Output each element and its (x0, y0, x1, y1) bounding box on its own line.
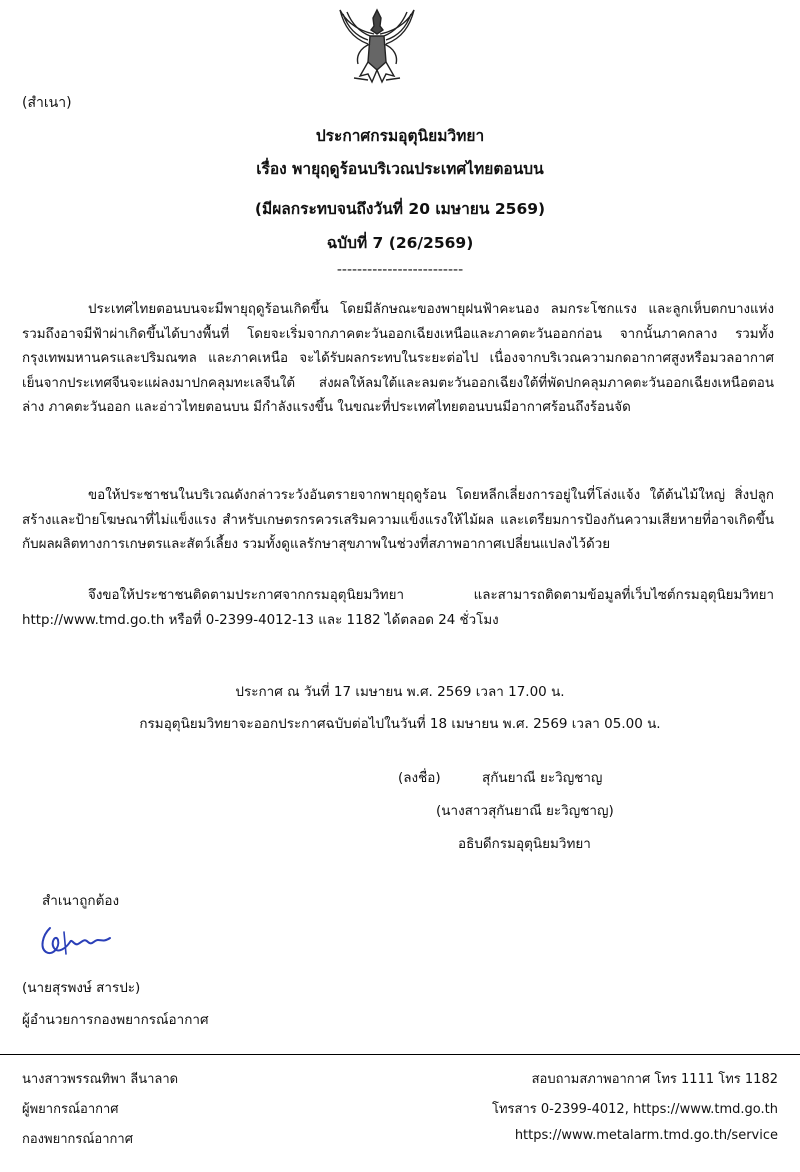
signer-full-name: (นางสาวสุกันยาณี ยะวิญชาญ) (436, 803, 614, 819)
signed-label: (ลงชื่อ) (398, 770, 441, 786)
signer-position: อธิบดีกรมอุตุนิยมวิทยา (458, 836, 591, 852)
garuda-emblem-icon (334, 4, 420, 86)
header-divider: ------------------------- (336, 262, 464, 278)
footer-divider (0, 1054, 800, 1055)
next-issue-date: กรมอุตุนิยมวิทยาจะออกประกาศฉบับต่อไปในวันที่ 18 เมษายน พ.ศ. 2569 เวลา 05.00 น. (139, 716, 661, 732)
forecaster-title: ผู้พยากรณ์อากาศ (22, 1102, 119, 1117)
forecaster-name: นางสาวพรรณทิพา ลีนาลาด (22, 1072, 179, 1087)
body-paragraph (22, 484, 774, 558)
paragraph-text: ขอให้ประชาชนในบริเวณดังกล่าวระวังอันตรายจากพายุฤดูร้อน โดยหลีกเลี่ยงการอยู่ในที่โล่งแจ้ง ใต้ต้นไม้ใหญ่ สิ่งปลูกสร้างและป้ายโฆษณาที่ไม่แข็งแรง สำหรับเกษตรกรควรเสริมความแข็งแรงให้ไม้ผล และเตรียมการป้องกันความเสียหายที่อาจเกิดขึ้นกับผลผลิตทางการเกษตรและสัตว์เลี้ยง รวมทั้งดูแลรักษาสุขภาพในช่วงที่สภาพอากาศเปลี่ยนแปลงไว้ด้วย (22, 488, 774, 553)
contact-alert-service-link[interactable]: https://www.metalarm.tmd.go.th/service (514, 1128, 778, 1143)
announcement-title: ประกาศกรมอุตุนิยมวิทยา (315, 127, 485, 145)
certified-copy-label: สำเนาถูกต้อง (42, 893, 120, 909)
signed-name: สุกันยาณี ยะวิญชาญ (482, 770, 603, 786)
announcement-subject: เรื่อง พายุฤดูร้อนบริเวณประเทศไทยตอนบน (256, 160, 544, 178)
contact-fax-website: โทรสาร 0-2399-4012, https://www.tmd.go.th (492, 1102, 778, 1117)
paragraph-text: จึงขอให้ประชาชนติดตามประกาศจากกรมอุตุนิยมวิทยา และสามารถติดตามข้อมูลที่เว็บไซต์กรมอุตุนิยมวิทยา http://www.tmd.go.th หรือที่ 0-2399-4012-13 และ 1182 ได้ตลอด 24 ชั่วโมง (22, 588, 774, 628)
body-paragraph (22, 584, 774, 633)
announcement-effect-period: (มีผลกระทบจนถึงวันที่ 20 เมษายน 2569) (254, 200, 546, 218)
handwritten-signature-icon (36, 918, 116, 964)
body-paragraph (22, 298, 774, 421)
copy-label: (สำเนา) (22, 95, 72, 111)
forecaster-division: กองพยากรณ์อากาศ (22, 1132, 133, 1147)
announcement-date: ประกาศ ณ วันที่ 17 เมษายน พ.ศ. 2569 เวลา 17.00 น. (235, 684, 565, 700)
paragraph-text: ประเทศไทยตอนบนจะมีพายุฤดูร้อนเกิดขึ้น โดยมีลักษณะของพายุฝนฟ้าคะนอง ลมกระโชกแรง และลูกเห็บตกบางแห่ง รวมถึงอาจมีฟ้าผ่าเกิดขึ้นได้บางพื้นที่ โดยจะเริ่มจากภาคตะวันออกเฉียงเหนือและภาคตะวันออกก่อน จากนั้นภาคกลาง รวมทั้งกรุงเทพมหานครและปริมณฑล และภาคเหนือ จะได้รับผลกระทบในระยะต่อไป เนื่องจากบริเวณความกดอากาศสูงหรือมวลอากาศเย็นจากประเทศจีนจะแผ่ลงมาปกคลุมทะเลจีนใต้ ส่งผลให้ลมใต้และลมตะวันออกเฉียงใต้ที่พัดปกคลุมภาคตะวันออกเฉียงเหนือตอนล่าง ภาคตะวันออก และอ่าวไทยตอนบน มีกำลังแรงขึ้น ในขณะที่ประเทศไทยตอนบนมีอากาศร้อนถึงร้อนจัด (22, 302, 774, 416)
contact-phone: สอบถามสภาพอากาศ โทร 1111 โทร 1182 (531, 1072, 778, 1087)
announcement-issue-number: ฉบับที่ 7 (26/2569) (326, 234, 474, 252)
certifier-name: (นายสุรพงษ์ สารปะ) (22, 980, 141, 996)
certifier-position: ผู้อำนวยการกองพยากรณ์อากาศ (22, 1012, 209, 1028)
